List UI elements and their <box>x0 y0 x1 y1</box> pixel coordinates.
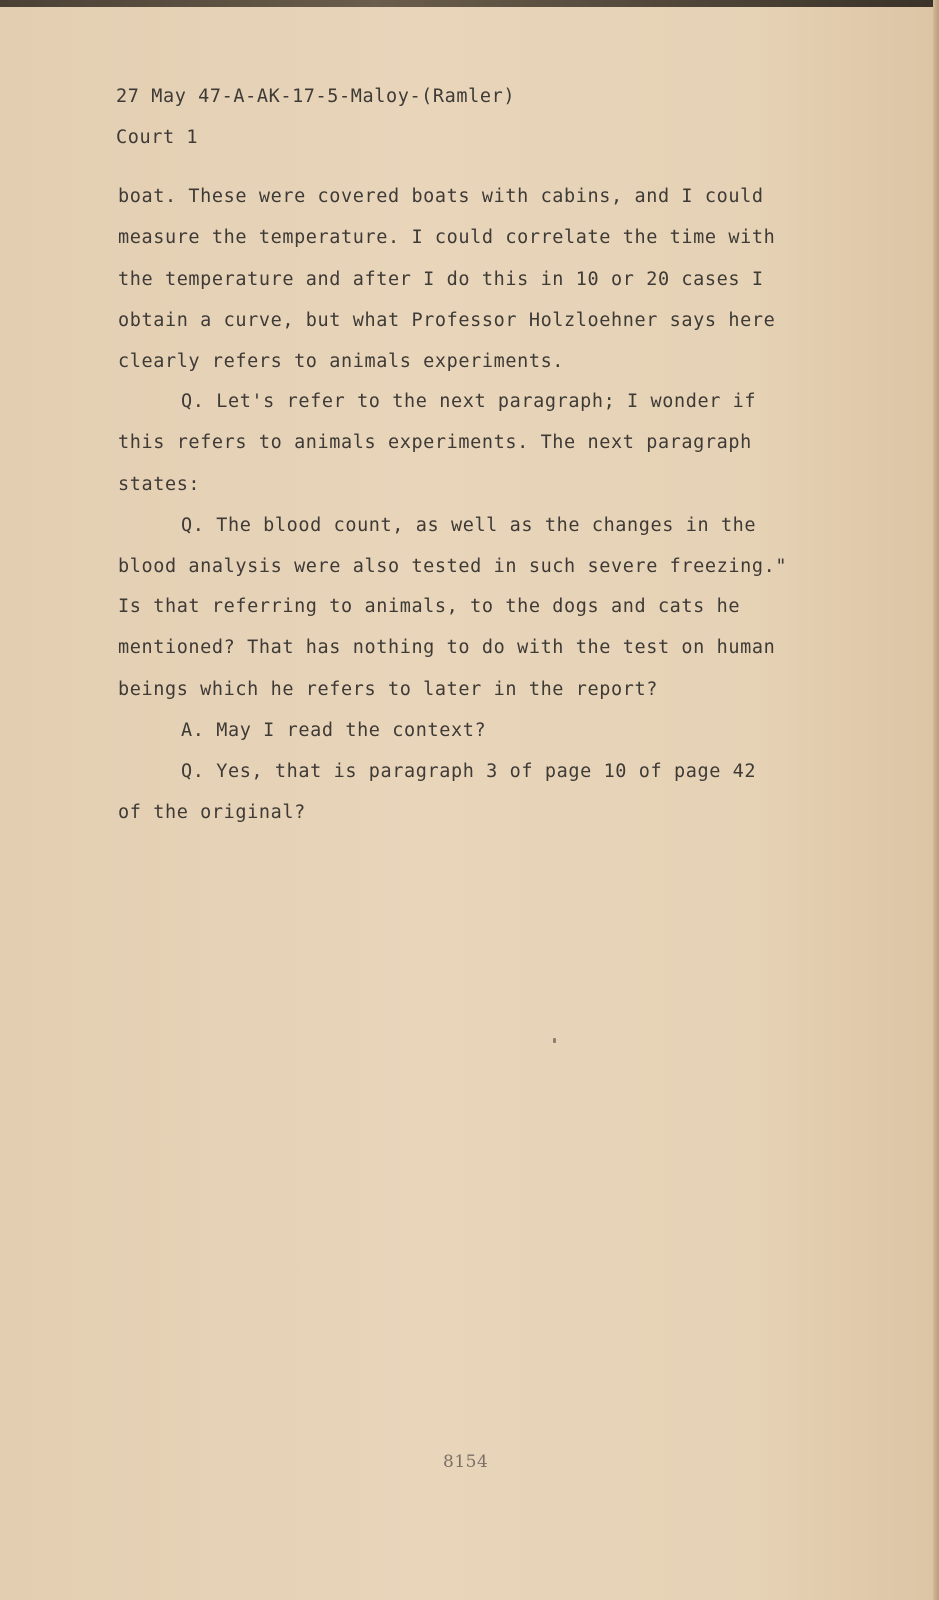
text-line: Q. Let's refer to the next paragraph; I wonder if <box>181 391 757 412</box>
text-line: Is that referring to animals, to the dogs and cats he <box>118 596 741 617</box>
text-line: blood analysis were also tested in such severe freezing." <box>118 556 788 577</box>
text-line: clearly refers to animals experiments. <box>118 351 565 372</box>
text-line: measure the temperature. I could correlate the time with <box>118 227 776 248</box>
text-line: this refers to animals experiments. The next paragraph <box>118 432 752 453</box>
text-line: Q. The blood count, as well as the changes in the <box>181 515 757 536</box>
text-line: A. May I read the context? <box>181 720 487 741</box>
page-top-edge <box>0 0 939 7</box>
page-right-edge <box>933 0 939 1600</box>
page-number: 8154 <box>443 1452 489 1472</box>
text-line: the temperature and after I do this in 10 or 20 cases I <box>118 269 764 290</box>
text-line: mentioned? That has nothing to do with the test on human <box>118 637 776 658</box>
text-line: beings which he refers to later in the report? <box>118 679 658 700</box>
text-line: states: <box>118 474 201 495</box>
document-header-reference: 27 May 47-A-AK-17-5-Maloy-(Ramler) <box>116 86 516 107</box>
text-line: boat. These were covered boats with cabins, and I could <box>118 186 764 207</box>
document-header-court: Court 1 <box>116 127 199 148</box>
text-line: Q. Yes, that is paragraph 3 of page 10 of page 42 <box>181 761 757 782</box>
text-line: obtain a curve, but what Professor Holzloehner says here <box>118 310 776 331</box>
paper-speck <box>553 1038 556 1043</box>
text-line: of the original? <box>118 802 306 823</box>
